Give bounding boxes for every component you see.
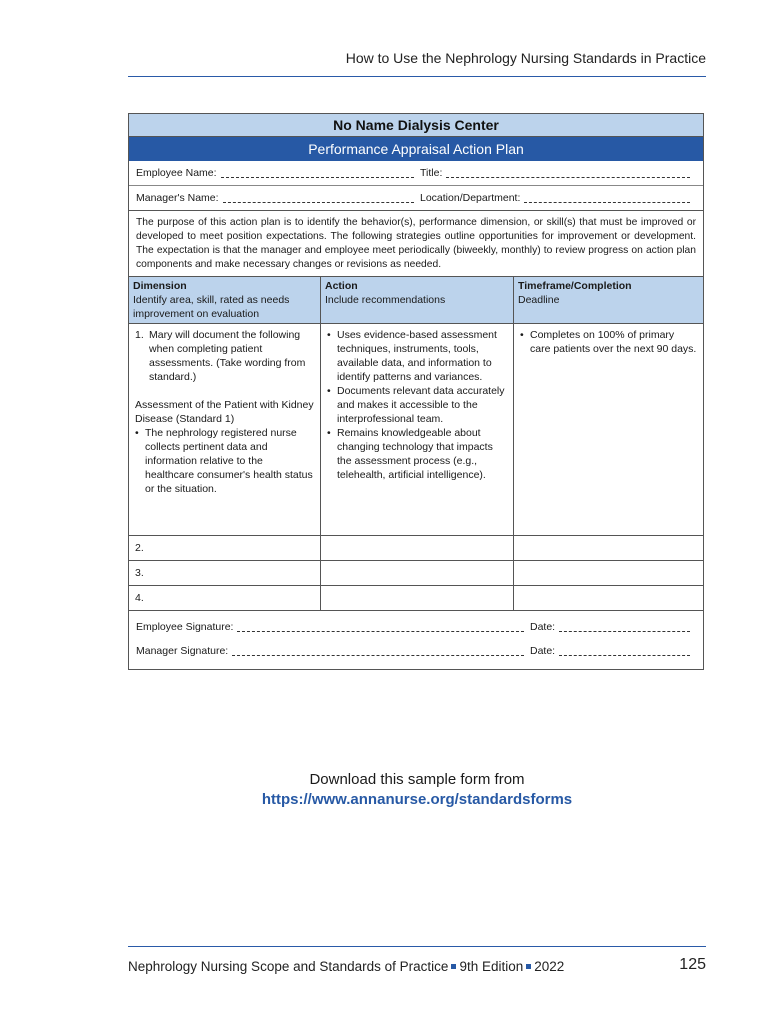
action-title: Action [325, 280, 358, 292]
date-label: Date: [530, 621, 556, 633]
manager-name-line[interactable] [223, 202, 414, 203]
row-number: 3. [135, 567, 144, 579]
action-bullets [327, 328, 507, 482]
row-number: 2. [135, 542, 144, 554]
employee-name-field [136, 166, 420, 180]
action-subtitle: Include recommendations [325, 294, 446, 306]
manager-signature-line[interactable] [232, 655, 524, 656]
title-field [420, 166, 696, 180]
action-bullet: • Documents relevant data accurately and makes it accessible to the interprofessional team. [327, 384, 507, 426]
timeframe-cell[interactable] [514, 561, 703, 585]
dimension-title: Dimension [133, 280, 187, 292]
table-row [129, 324, 703, 536]
dimension-bullets [135, 426, 314, 496]
employee-signature-field [136, 620, 530, 634]
dimension-subtitle: Identify area, skill, rated as needs improvement on evaluation [133, 294, 290, 320]
timeframe-cell[interactable] [514, 586, 703, 610]
action-cell[interactable] [321, 561, 514, 585]
employee-signature-label: Employee Signature: [136, 621, 234, 633]
timeframe-subtitle: Deadline [518, 294, 560, 306]
timeframe-cell [514, 324, 703, 535]
footer-rule [128, 946, 706, 947]
edition: 9th Edition [459, 959, 524, 974]
action-cell [321, 324, 514, 535]
column-headers [129, 277, 703, 324]
manager-signature-label: Manager Signature: [136, 645, 229, 657]
dimension-cell[interactable] [129, 536, 321, 560]
action-cell[interactable] [321, 536, 514, 560]
action-cell[interactable] [321, 586, 514, 610]
location-line[interactable] [524, 202, 690, 203]
action-bullet: • Remains knowledgeable about changing technology that impacts the assessment process (e.g., telehealth, artificial intelligence). [327, 426, 507, 482]
timeframe-title: Timeframe/Completion [518, 280, 632, 292]
year: 2022 [534, 959, 565, 974]
employee-date-line[interactable] [559, 631, 690, 632]
dimension-standard: Assessment of the Patient with Kidney Disease (Standard 1) [135, 399, 314, 425]
purpose-statement: The purpose of this action plan is to identify the behavior(s), performance dimension, or skill(s) that must be improved or developed to meet position expectations. The following strategies outline opportunities for improvement or development. The expectation is that the manager and employee meet periodically (biweekly, monthly) to review progress on action plan components and make necessary changes or revisions as needed. [129, 211, 703, 277]
timeframe-bullet: • Completes on 100% of primary care patients over the next 90 days. [520, 328, 697, 356]
row-number: 4. [135, 592, 144, 604]
dimension-intro: Mary will document the following when completing patient assessments. (Take wording from standard.) [149, 329, 306, 383]
download-text: Download this sample form from [309, 771, 525, 788]
employee-signature-line[interactable] [237, 631, 524, 632]
row-number: 1. [135, 329, 144, 341]
dimension-cell[interactable] [129, 561, 321, 585]
page-number: 125 [679, 956, 706, 973]
separator-square-icon [451, 964, 456, 969]
employee-name-label: Employee Name: [136, 167, 217, 179]
action-header [321, 277, 514, 323]
manager-date-line[interactable] [559, 655, 690, 656]
separator-square-icon [526, 964, 531, 969]
header-rule [128, 76, 706, 77]
footer [128, 959, 564, 974]
download-link[interactable]: https://www.annanurse.org/standardsforms [261, 791, 573, 808]
title-line[interactable] [446, 177, 690, 178]
title-label: Title: [420, 167, 443, 179]
manager-date-field [530, 644, 696, 658]
dimension-cell [129, 324, 321, 535]
location-label: Location/Department: [420, 192, 521, 204]
manager-signature-field [136, 644, 530, 658]
location-field [420, 191, 696, 205]
dimension-intro-line [135, 328, 314, 384]
organization-name: No Name Dialysis Center [129, 114, 703, 137]
manager-signature-row [129, 639, 703, 663]
manager-name-field [136, 191, 420, 205]
manager-name-label: Manager's Name: [136, 192, 219, 204]
book-title: Nephrology Nursing Scope and Standards of Practice [128, 959, 449, 974]
form-title: Performance Appraisal Action Plan [129, 137, 703, 161]
table-row [129, 536, 703, 561]
action-plan-form [128, 113, 704, 670]
table-row [129, 561, 703, 586]
spacer [135, 384, 314, 398]
employee-name-line[interactable] [221, 177, 414, 178]
timeframe-cell[interactable] [514, 536, 703, 560]
field-row-employee [129, 161, 703, 186]
dimension-cell[interactable] [129, 586, 321, 610]
field-row-manager [129, 186, 703, 211]
dimension-bullet: • The nephrology registered nurse collects pertinent data and information relative to the healthcare consumer's health status or the situation. [135, 426, 314, 496]
employee-signature-row [129, 615, 703, 639]
running-header: How to Use the Nephrology Nursing Standards in Practice [345, 50, 706, 66]
timeframe-header [514, 277, 703, 323]
table-row [129, 586, 703, 611]
dimension-header [129, 277, 321, 323]
action-bullet: • Uses evidence-based assessment techniques, instruments, tools, available data, and information to identify patterns and variances. [327, 328, 507, 384]
date-label: Date: [530, 645, 556, 657]
employee-date-field [530, 620, 696, 634]
timeframe-bullets [520, 328, 697, 356]
